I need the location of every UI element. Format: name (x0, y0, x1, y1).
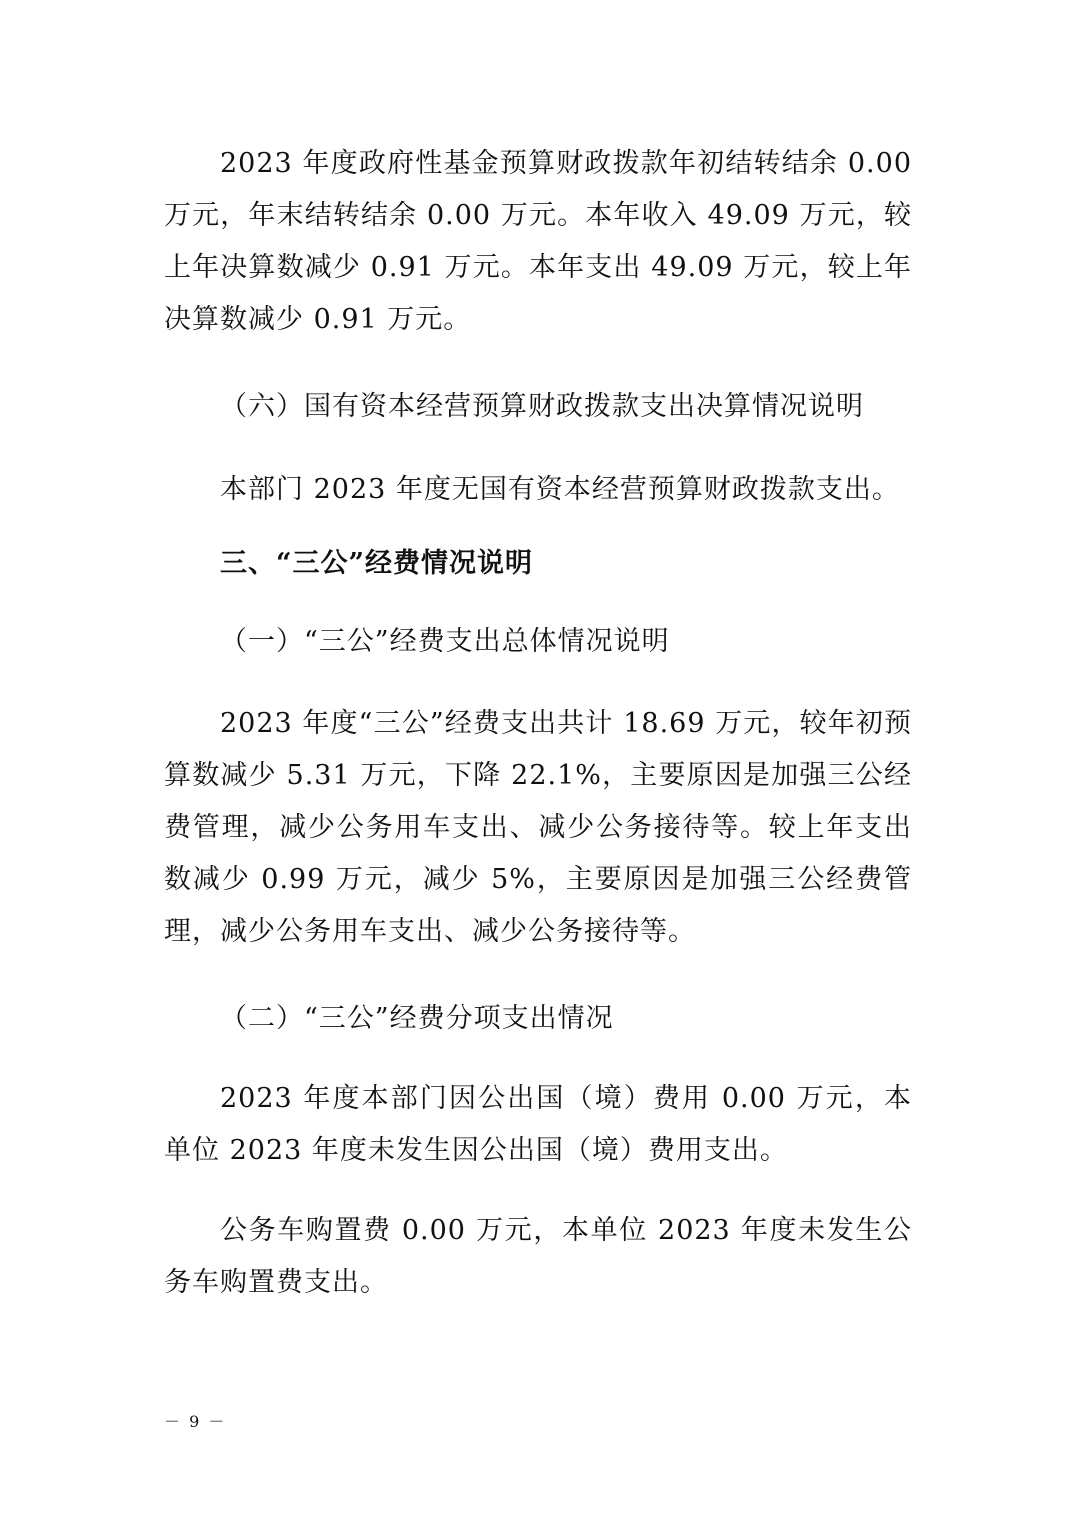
heading-section-six: （六）国有资本经营预算财政拨款支出决算情况说明 (220, 391, 864, 422)
heading-sub-one: （一）“三公”经费支出总体情况说明 (220, 626, 670, 657)
paragraph-three-public-total: 2023 年度“三公”经费支出共计 18.69 万元，较年初预算数减少 5.31 万元，下降 22.1%，主要原因是加强三公经费管理，减少公务用车支出、减少公务接待等。较上年支出数减少 0.99 万元，减少 5%，主要原因是加强三公经费管理，减少公务用车支出、减少公务接待等。 (164, 708, 912, 947)
paragraph-state-capital: 本部门 2023 年度无国有资本经营预算财政拨款支出。 (220, 474, 900, 505)
paragraph-abroad-cost: 2023 年度本部门因公出国（境）费用 0.00 万元，本单位 2023 年度未发生因公出国（境）费用支出。 (164, 1083, 912, 1166)
paragraph-fund-budget: 2023 年度政府性基金预算财政拨款年初结转结余 0.00 万元，年末结转结余 0.00 万元。本年收入 49.09 万元，较上年决算数减少 0.91 万元。本年支出 49.09 万元，较上年决算数减少 0.91 万元。 (164, 148, 912, 335)
page-number: － 9 － (164, 1412, 227, 1431)
paragraph-vehicle-purchase: 公务车购置费 0.00 万元，本单位 2023 年度未发生公务车购置费支出。 (164, 1215, 912, 1298)
heading-sub-two: （二）“三公”经费分项支出情况 (220, 1003, 614, 1034)
heading-section-three: 三、“三公”经费情况说明 (220, 548, 534, 579)
